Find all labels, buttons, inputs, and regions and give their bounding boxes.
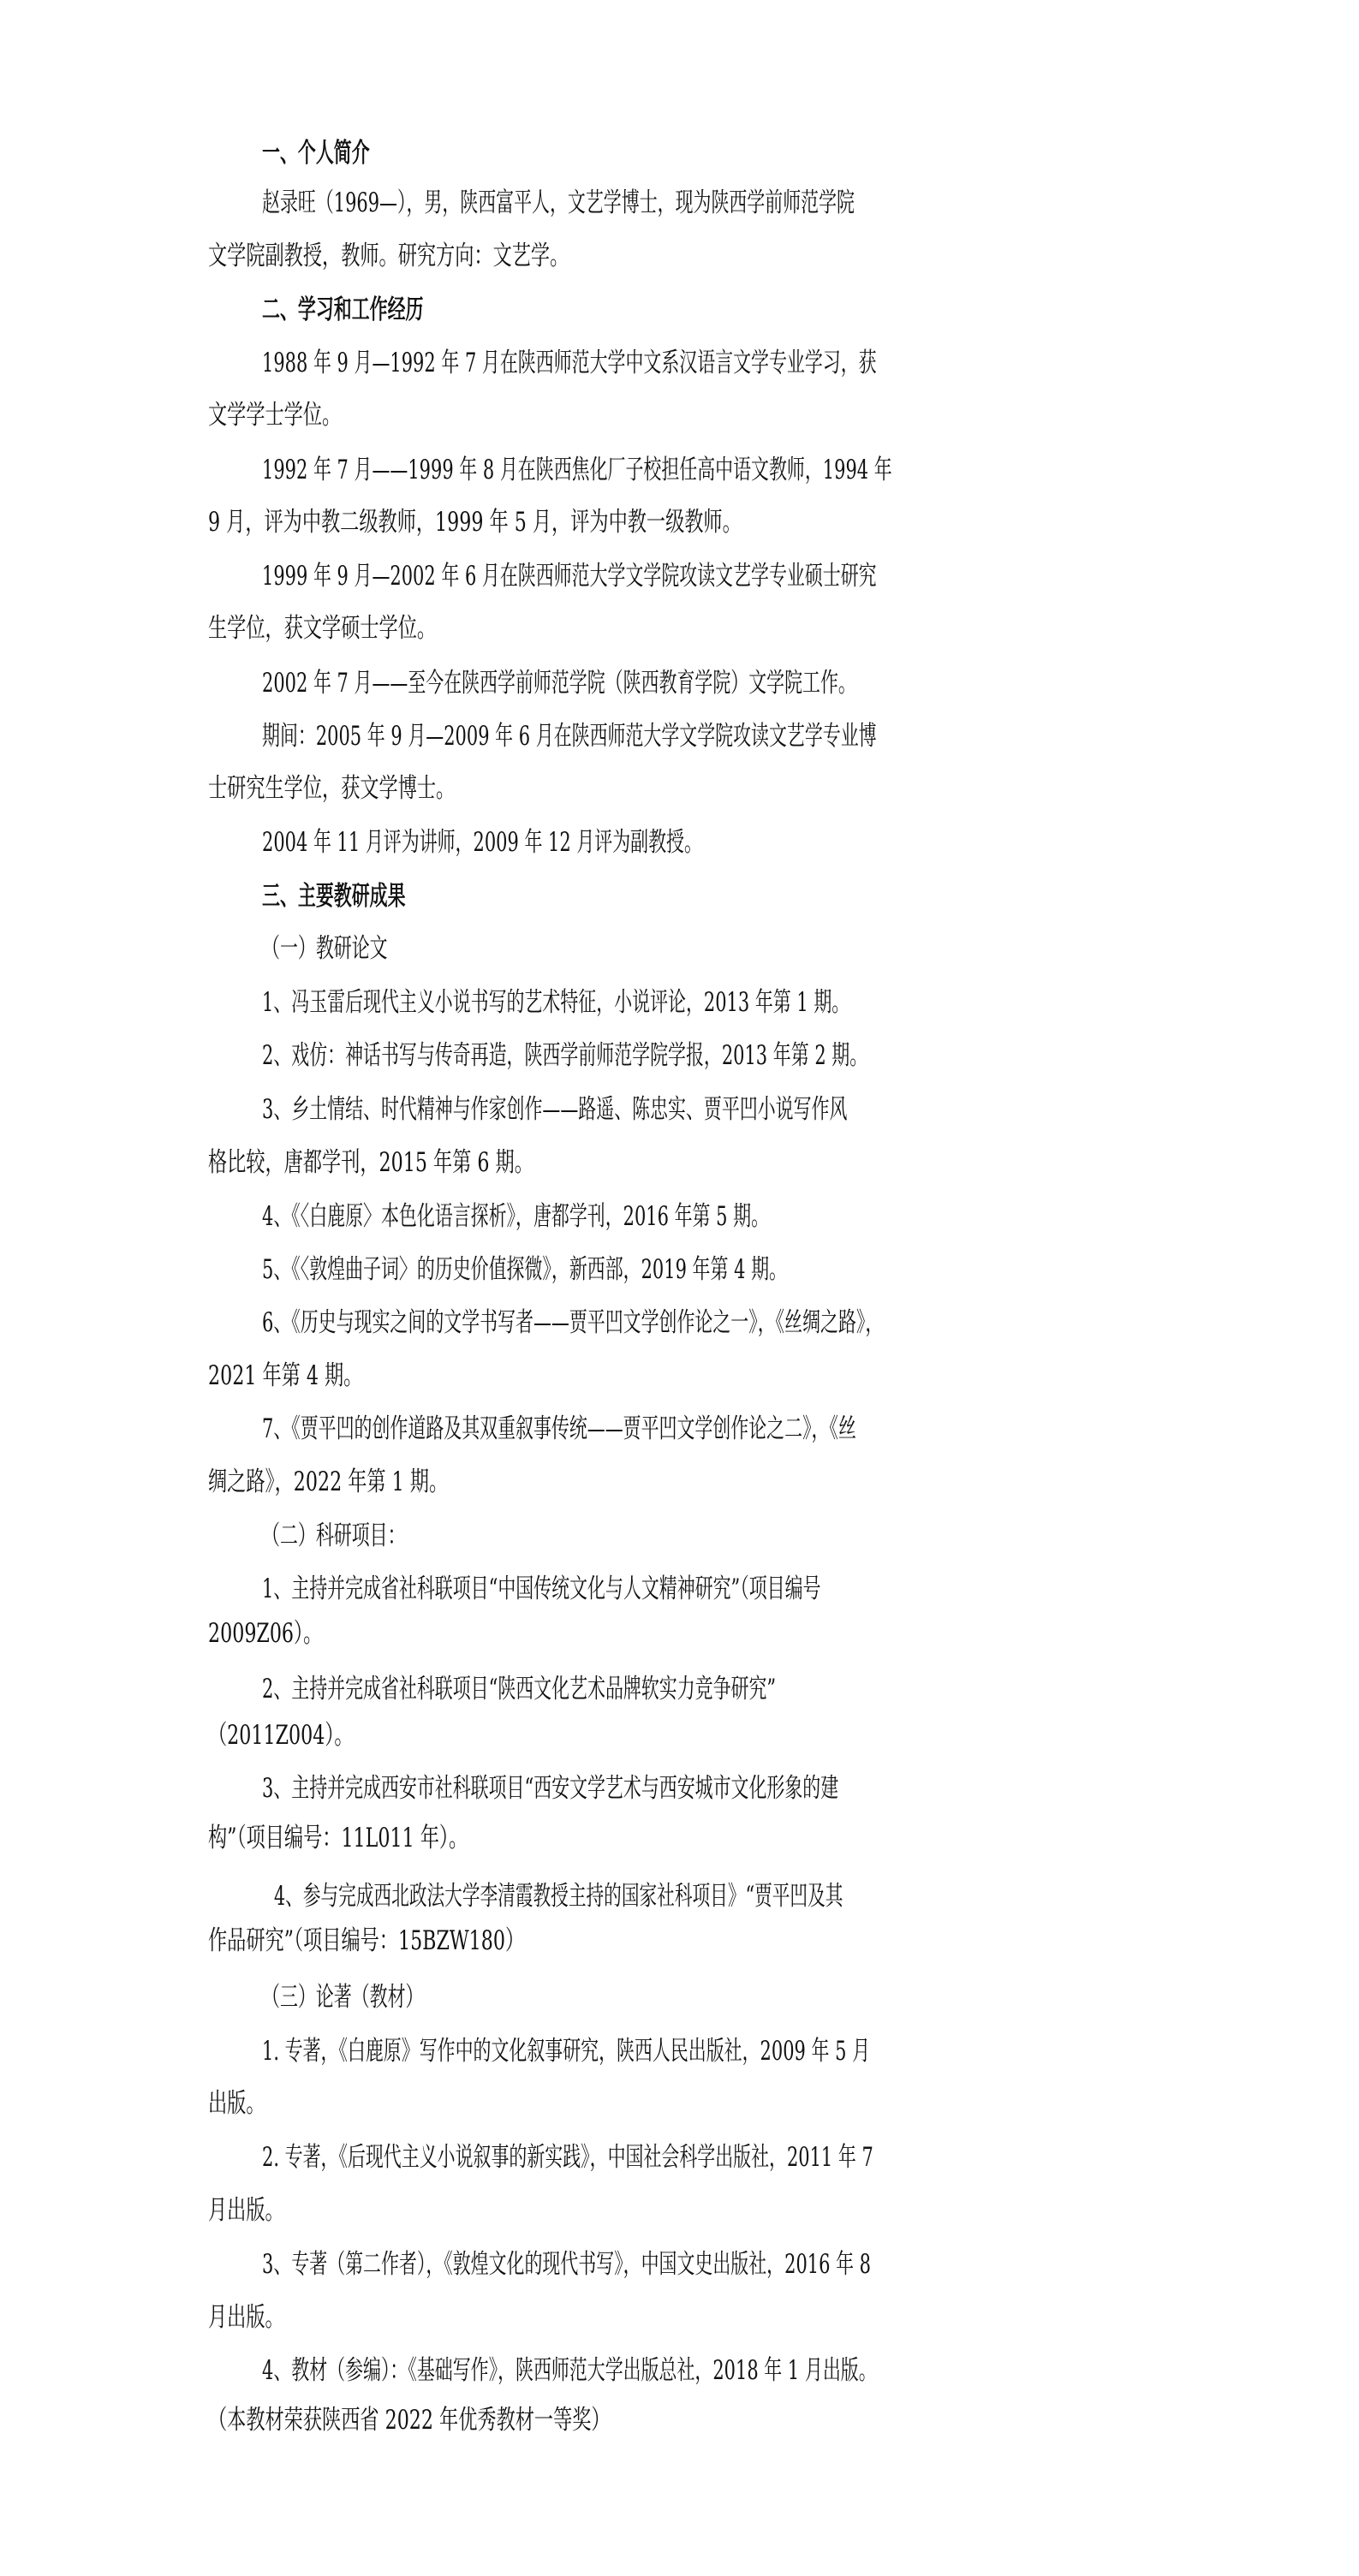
project-item-continued: （2011Z004）。: [208, 1720, 354, 1751]
subheading-books: （三）论著（教材）: [262, 1982, 424, 2013]
paper-item: 5、《〈敦煌曲子词〉的历史价值探微》，新西部，2019 年第 4 期。: [262, 1254, 787, 1285]
paper-item: 2、戏仿：神话书写与传奇再造，陕西学前师范学院学报，2013 年第 2 期。: [262, 1040, 868, 1071]
paper-item-continued: 2021 年第 4 期。: [208, 1360, 363, 1391]
paper-item: 4、《〈白鹿原〉本色化语言探析》，唐都学刊，2016 年第 5 期。: [262, 1201, 770, 1232]
paragraph-line: 2002 年 7 月——至今在陕西学前师范学院（陕西教育学院）文学院工作。: [262, 668, 856, 699]
project-item: 2、主持并完成省社科联项目“陕西文化艺术品牌软实力竞争研究”: [262, 1674, 777, 1704]
heading-main-achievements: 三、主要教研成果: [262, 881, 406, 912]
book-item: 4、教材（参编）：《基础写作》，陕西师范大学出版总社，2018 年 1 月出版。: [262, 2355, 877, 2386]
book-item-continued: 月出版。: [208, 2195, 284, 2226]
subheading-projects: （二）科研项目：: [262, 1520, 406, 1551]
book-item: 2. 专著，《后现代主义小说叙事的新实践》，中国社会科学出版社，2011 年 7: [262, 2142, 873, 2173]
book-item: 1. 专著，《白鹿原》写作中的文化叙事研究，陕西人民出版社，2009 年 5 月: [262, 2036, 871, 2067]
paragraph-line: 2004 年 11 月评为讲师，2009 年 12 月评为副教授。: [262, 827, 702, 858]
book-item-continued: 出版。: [208, 2088, 265, 2119]
paragraph-line: 期间：2005 年 9 月—2009 年 6 月在陕西师范大学文学院攻读文艺学专业博: [262, 721, 877, 752]
subheading-papers: （一）教研论文: [262, 933, 388, 964]
book-item-continued: 月出版。: [208, 2302, 284, 2333]
paragraph-line: 9 月，评为中教二级教师，1999 年 5 月，评为中教一级教师。: [208, 507, 742, 538]
paragraph-line: 1999 年 9 月—2002 年 6 月在陕西师范大学文学院攻读文艺学专业硕士研究: [262, 561, 877, 592]
award-note: （本教材荣获陕西省 2022 年优秀教材一等奖）: [208, 2405, 611, 2436]
project-item: 1、主持并完成省社科联项目“中国传统文化与人文精神研究”（项目编号: [262, 1574, 821, 1604]
paper-item: 3、乡土情结、时代精神与作家创作——路遥、陈忠实、贾平凹小说写作风: [262, 1094, 848, 1125]
paragraph-line: 赵录旺（1969—），男，陕西富平人，文艺学博士，现为陕西学前师范学院: [262, 187, 855, 218]
project-item-continued: 作品研究”（项目编号：15BZW180）: [208, 1925, 525, 1956]
paragraph-line: 生学位，获文学硕士学位。: [208, 613, 437, 644]
paper-item: 1、冯玉雷后现代主义小说书写的艺术特征，小说评论，2013 年第 1 期。: [262, 987, 850, 1018]
paper-item-continued: 绸之路》，2022 年第 1 期。: [208, 1466, 449, 1497]
project-item-continued: 2009Z06）。: [208, 1618, 323, 1649]
paragraph-line: 1988 年 9 月—1992 年 7 月在陕西师范大学中文系汉语言文学专业学习，获: [262, 348, 877, 378]
project-item: 4、参与完成西北政法大学李清霞教授主持的国家社科项目》“贾平凹及其: [274, 1881, 843, 1912]
paragraph-line: 文学院副教授，教师。研究方向：文艺学。: [208, 241, 569, 271]
book-item: 3、专著（第二作者），《敦煌文化的现代书写》，中国文史出版社，2016 年 8: [262, 2249, 871, 2280]
paper-item: 6、《历史与现实之间的文学书写者——贾平凹文学创作论之一》，《丝绸之路》，: [262, 1307, 884, 1338]
paragraph-line: 士研究生学位，获文学博士。: [208, 773, 456, 804]
heading-personal-profile: 一、个人简介: [262, 138, 370, 169]
project-item: 3、主持并完成西安市社科联项目“西安文学艺术与西安城市文化形象的建: [262, 1773, 839, 1804]
paragraph-line: 1992 年 7 月——1999 年 8 月在陕西焦化厂子校担任高中语文教师，1994 年: [262, 455, 892, 485]
heading-study-work: 二、学习和工作经历: [262, 294, 424, 325]
project-item-continued: 构”（项目编号：11L011 年）。: [208, 1823, 468, 1853]
paper-item: 7、《贾平凹的创作道路及其双重叙事传统——贾平凹文学创作论之二》，《丝: [262, 1413, 856, 1444]
paragraph-line: 文学学士学位。: [208, 400, 342, 431]
paper-item-continued: 格比较，唐都学刊，2015 年第 6 期。: [208, 1147, 533, 1178]
